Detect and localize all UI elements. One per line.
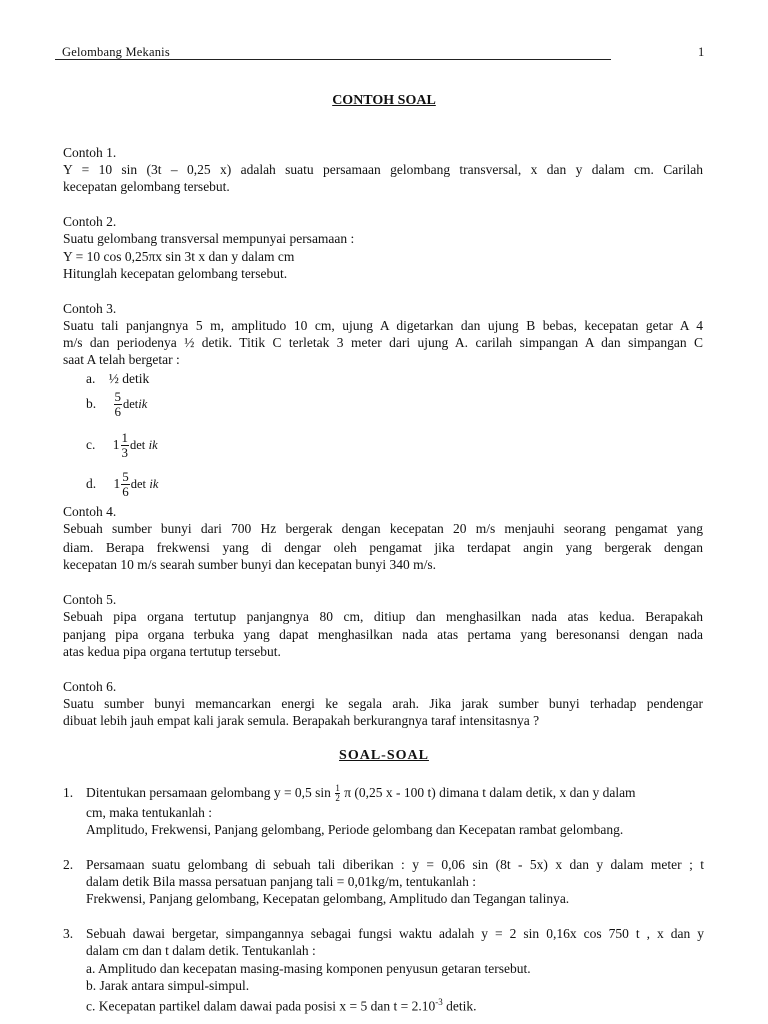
- option-b-fraction: [114, 390, 123, 419]
- soal3-line5: [86, 994, 477, 1015]
- soal1-number: 1.: [63, 785, 74, 800]
- soal1-line1-part-a: Ditentukan persamaan gelombang y = 0,5 sin: [86, 785, 331, 800]
- option-b-unit-ik: ik: [138, 397, 148, 411]
- contoh1-label: Contoh 1.: [63, 145, 117, 160]
- soal1-fraction-denominator: 2: [335, 793, 340, 804]
- option-d-numerator: 5: [122, 469, 129, 485]
- section-title-soal-soal: SOAL-SOAL: [339, 748, 429, 763]
- contoh3-option-d: [86, 469, 158, 499]
- soal3-exponent: -3: [435, 997, 443, 1007]
- soal1-fraction-numerator: 1: [335, 783, 340, 794]
- soal3-line5-part-b: detik.: [442, 998, 477, 1014]
- running-header-title: Gelombang Mekanis: [62, 45, 170, 59]
- option-b-label: b.: [86, 396, 97, 411]
- soal1-line1: [86, 784, 636, 803]
- contoh3-option-c: [86, 430, 158, 460]
- contoh2-label: Contoh 2.: [63, 214, 117, 229]
- contoh1-line1: Y = 10 sin (3t – 0,25 x) adalah suatu persamaan gelombang transversal, x dan y dalam cm. Carilah: [63, 162, 703, 177]
- contoh3-option-b: [86, 389, 147, 419]
- contoh5-label: Contoh 5.: [63, 592, 117, 607]
- header-divider: [55, 59, 611, 60]
- contoh6-line1: Suatu sumber bunyi memancarkan energi ke segala arah. Jika jarak sumber bunyi terhadap pendengar: [63, 696, 703, 711]
- contoh2-line1: Suatu gelombang transversal mempunyai persamaan :: [63, 231, 355, 246]
- soal3-line3: a. Amplitudo dan kecepatan masing-masing komponen penyusun getaran tersebut.: [86, 961, 531, 976]
- option-c-unit-det: det: [130, 438, 146, 452]
- option-d-fraction: [121, 470, 130, 499]
- option-d-denominator: 6: [122, 484, 129, 500]
- section-title-contoh-soal: CONTOH SOAL: [332, 93, 436, 108]
- option-c-label: c.: [86, 437, 96, 452]
- soal1-line2: cm, maka tentukanlah :: [86, 805, 212, 820]
- option-c-denominator: 3: [121, 445, 128, 461]
- contoh4-label: Contoh 4.: [63, 504, 117, 519]
- contoh3-line3: saat A telah bergetar :: [63, 352, 180, 367]
- soal3-line4: b. Jarak antara simpul-simpul.: [86, 978, 250, 993]
- page-number: 1: [698, 45, 705, 59]
- contoh2-line2: Y = 10 cos 0,25πx sin 3t x dan y dalam cm: [63, 249, 295, 264]
- contoh4-line1: Sebuah sumber bunyi dari 700 Hz bergerak dengan kecepatan 20 m/s menjauhi seorang pengamat yang: [63, 521, 703, 536]
- contoh6-line2: dibuat lebih jauh empat kali jarak semula. Berapakah berkurangnya taraf intensitasnya ?: [63, 713, 540, 728]
- soal1-line1-part-b: π (0,25 x - 100 t) dimana t dalam detik, x dan y dalam: [344, 785, 636, 800]
- option-c-unit-ik: ik: [148, 438, 158, 452]
- soal2-number: 2.: [63, 857, 74, 872]
- soal2-line2: dalam detik Bila massa persatuan panjang tali = 0,01kg/m, tentukanlah :: [86, 874, 477, 889]
- option-c-fraction: [121, 431, 130, 460]
- soal2-line3: Frekwensi, Panjang gelombang, Kecepatan gelombang, Amplitudo dan Tegangan talinya.: [86, 891, 570, 906]
- soal3-line5-part-a: c. Kecepatan partikel dalam dawai pada posisi x = 5 dan t = 2.10: [86, 998, 436, 1014]
- contoh4-line2: diam. Berapa frekwensi yang di dengar oleh pengamat jika terdapat angin yang bergerak dengan: [63, 540, 703, 555]
- contoh5-line3: atas kedua pipa organa tertutup tersebut.: [63, 644, 281, 659]
- option-d-label: d.: [86, 476, 97, 491]
- option-b-unit-det: det: [123, 397, 139, 411]
- contoh6-label: Contoh 6.: [63, 679, 117, 694]
- option-d-whole: 1: [113, 476, 121, 491]
- soal1-half-fraction: [335, 784, 340, 803]
- option-b-numerator: 5: [114, 389, 121, 405]
- soal2-line1: Persamaan suatu gelombang di sebuah tali diberikan : y = 0,06 sin (8t - 5x) x dan y dalam meter ; t: [86, 857, 704, 872]
- option-d-unit-det: det: [130, 477, 147, 491]
- soal3-line1: Sebuah dawai bergetar, simpangannya sebagai fungsi waktu adalah y = 2 sin 0,16x cos 750 t , x dan y: [86, 926, 704, 941]
- option-c-numerator: 1: [121, 430, 128, 446]
- contoh3-label: Contoh 3.: [63, 301, 117, 316]
- option-a-text: ½ detik: [108, 371, 150, 386]
- option-d-unit-ik: ik: [149, 477, 159, 491]
- soal3-number: 3.: [63, 926, 74, 941]
- soal1-line3: Amplitudo, Frekwensi, Panjang gelombang, Periode gelombang dan Kecepatan rambat gelombang.: [86, 822, 624, 837]
- contoh4-line3: kecepatan 10 m/s searah sumber bunyi dan kecepatan bunyi 340 m/s.: [63, 557, 437, 572]
- contoh3-line2: m/s dan periodenya ½ detik. Titik C terletak 3 meter dari ujung A. carilah simpangan A dan simpangan C: [63, 335, 703, 350]
- contoh3-option-a: [86, 370, 149, 387]
- contoh3-line1: Suatu tali panjangnya 5 m, amplitudo 10 cm, ujung A digetarkan dan ujung B bebas, kecepatan getar A 4: [63, 318, 703, 333]
- contoh5-line1: Sebuah pipa organa tertutup panjangnya 80 cm, ditiup dan menghasilkan nada atas kedua. Berapakah: [63, 609, 703, 624]
- option-a-label: a.: [86, 371, 96, 386]
- option-b-denominator: 6: [114, 404, 121, 420]
- soal3-line2: dalam cm dan t dalam detik. Tentukanlah :: [86, 943, 316, 958]
- contoh2-line3: Hitunglah kecepatan gelombang tersebut.: [63, 266, 288, 281]
- contoh1-line2: kecepatan gelombang tersebut.: [63, 179, 230, 194]
- option-c-whole: 1: [112, 437, 120, 452]
- contoh5-line2: panjang pipa organa terbuka yang dapat menghasilkan nada atas pertama yang beresonansi dengan nada: [63, 627, 703, 642]
